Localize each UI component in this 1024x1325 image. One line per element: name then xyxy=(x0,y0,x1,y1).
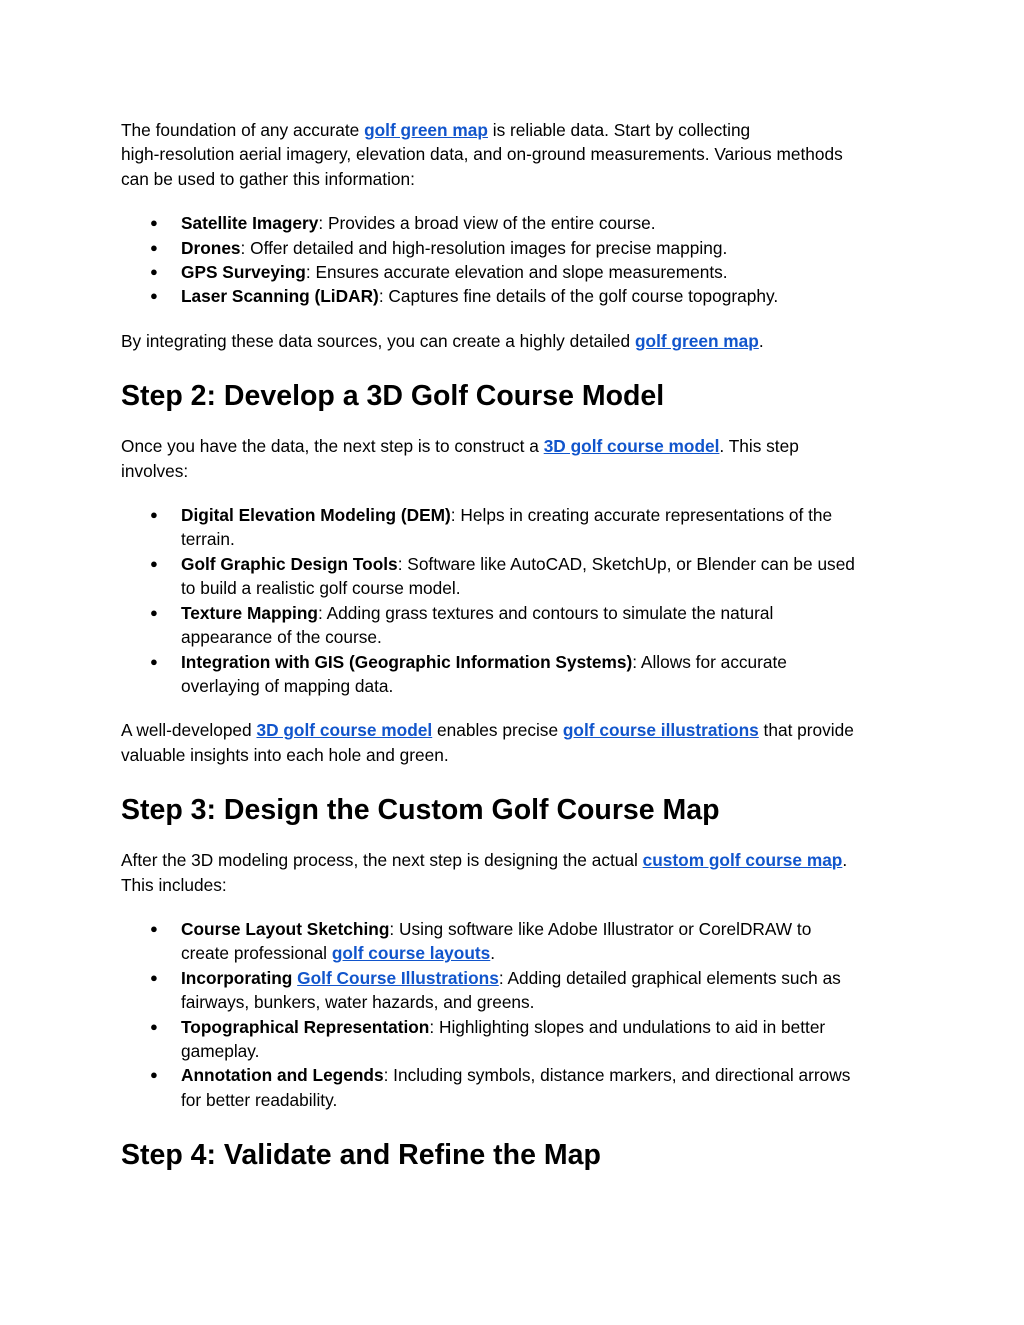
step4-heading: Step 4: Validate and Refine the Map xyxy=(121,1139,601,1172)
list-item: ● Texture Mapping: Adding grass textures and contours to simulate the natural appearance of the course. xyxy=(150,602,774,648)
bullet-icon: ● xyxy=(150,920,158,936)
bullet-icon: ● xyxy=(150,604,158,620)
custom-golf-course-map-link[interactable]: custom golf course map xyxy=(642,850,843,871)
golf-green-map-link[interactable]: golf green map xyxy=(634,330,759,351)
bullet-icon: ● xyxy=(150,264,158,280)
list-item: ● Golf Graphic Design Tools: Software like AutoCAD, SketchUp, or Blender can be used to build a realistic golf course model. xyxy=(150,553,855,599)
3d-golf-course-model-link[interactable]: 3D golf course model xyxy=(543,436,720,457)
list-item: ● Drones: Offer detailed and high-resolution images for precise mapping. xyxy=(121,236,911,260)
bullet-icon: ● xyxy=(150,653,158,669)
golf-course-layouts-link[interactable]: golf course layouts xyxy=(331,943,491,964)
list-item: ● Course Layout Sketching: Using software like Adobe Illustrator or CorelDRAW to create professional golf course layouts. xyxy=(150,918,812,964)
data-sources-list xyxy=(121,211,911,309)
bullet-icon: ● xyxy=(150,1067,158,1083)
bullet-icon: ● xyxy=(150,239,158,255)
golf-course-illustrations-link[interactable]: golf course illustrations xyxy=(562,720,759,741)
list-item: ● GPS Surveying: Ensures accurate elevation and slope measurements. xyxy=(121,260,911,284)
list-item: ● Laser Scanning (LiDAR): Captures fine details of the golf course topography. xyxy=(121,284,911,308)
integrate-paragraph: By integrating these data sources, you can create a highly detailed golf green map. xyxy=(121,330,764,351)
golf-course-illustrations-link[interactable]: Golf Course Illustrations xyxy=(297,967,499,988)
bullet-icon: ● xyxy=(150,555,158,571)
bullet-icon: ● xyxy=(150,969,158,985)
step3-list xyxy=(121,917,911,1112)
bullet-icon: ● xyxy=(150,507,158,523)
step2-heading: Step 2: Develop a 3D Golf Course Model xyxy=(121,380,665,413)
list-item: ● Satellite Imagery: Provides a broad view of the entire course. xyxy=(121,211,911,235)
step2-outro-paragraph: A well-developed 3D golf course model enables precise golf course illustrations that provide valuable insights into each hole and green. xyxy=(121,720,854,765)
list-item: ● Annotation and Legends: Including symbols, distance markers, and directional arrows for better readability. xyxy=(150,1065,851,1110)
intro-text: is reliable data. Start by collecting xyxy=(487,120,751,140)
list-item: ● Integration with GIS (Geographic Information Systems): Allows for accurate overlaying of mapping data. xyxy=(150,651,787,696)
list-item: ● Topographical Representation: Highlighting slopes and undulations to aid in better gameplay. xyxy=(150,1016,826,1061)
3d-golf-course-model-link[interactable]: 3D golf course model xyxy=(256,720,433,741)
document-page xyxy=(121,118,911,1173)
step3-intro-paragraph: After the 3D modeling process, the next step is designing the actual custom golf course map. This includes: xyxy=(121,850,848,895)
list-item: ● Incorporating Golf Course Illustrations: Adding detailed graphical elements such as fairways, bunkers, water hazards, and greens. xyxy=(150,967,841,1013)
list-item: ● Digital Elevation Modeling (DEM): Helps in creating accurate representations of the terrain. xyxy=(150,505,833,550)
golf-green-map-link[interactable]: golf green map xyxy=(364,120,488,140)
intro-text: can be used to gather this information: xyxy=(121,168,415,189)
bullet-icon: ● xyxy=(150,288,158,304)
step3-heading: Step 3: Design the Custom Golf Course Map xyxy=(121,794,720,827)
bullet-icon: ● xyxy=(150,215,158,231)
intro-text: The foundation of any accurate xyxy=(121,120,365,140)
step2-intro-paragraph: Once you have the data, the next step is to construct a 3D golf course model. This step involves: xyxy=(121,436,799,481)
intro-paragraph xyxy=(121,118,911,191)
bullet-icon: ● xyxy=(150,1018,158,1034)
step2-list xyxy=(121,503,911,698)
intro-text: high-resolution aerial imagery, elevation data, and on-ground measurements. Various methods xyxy=(121,144,843,165)
